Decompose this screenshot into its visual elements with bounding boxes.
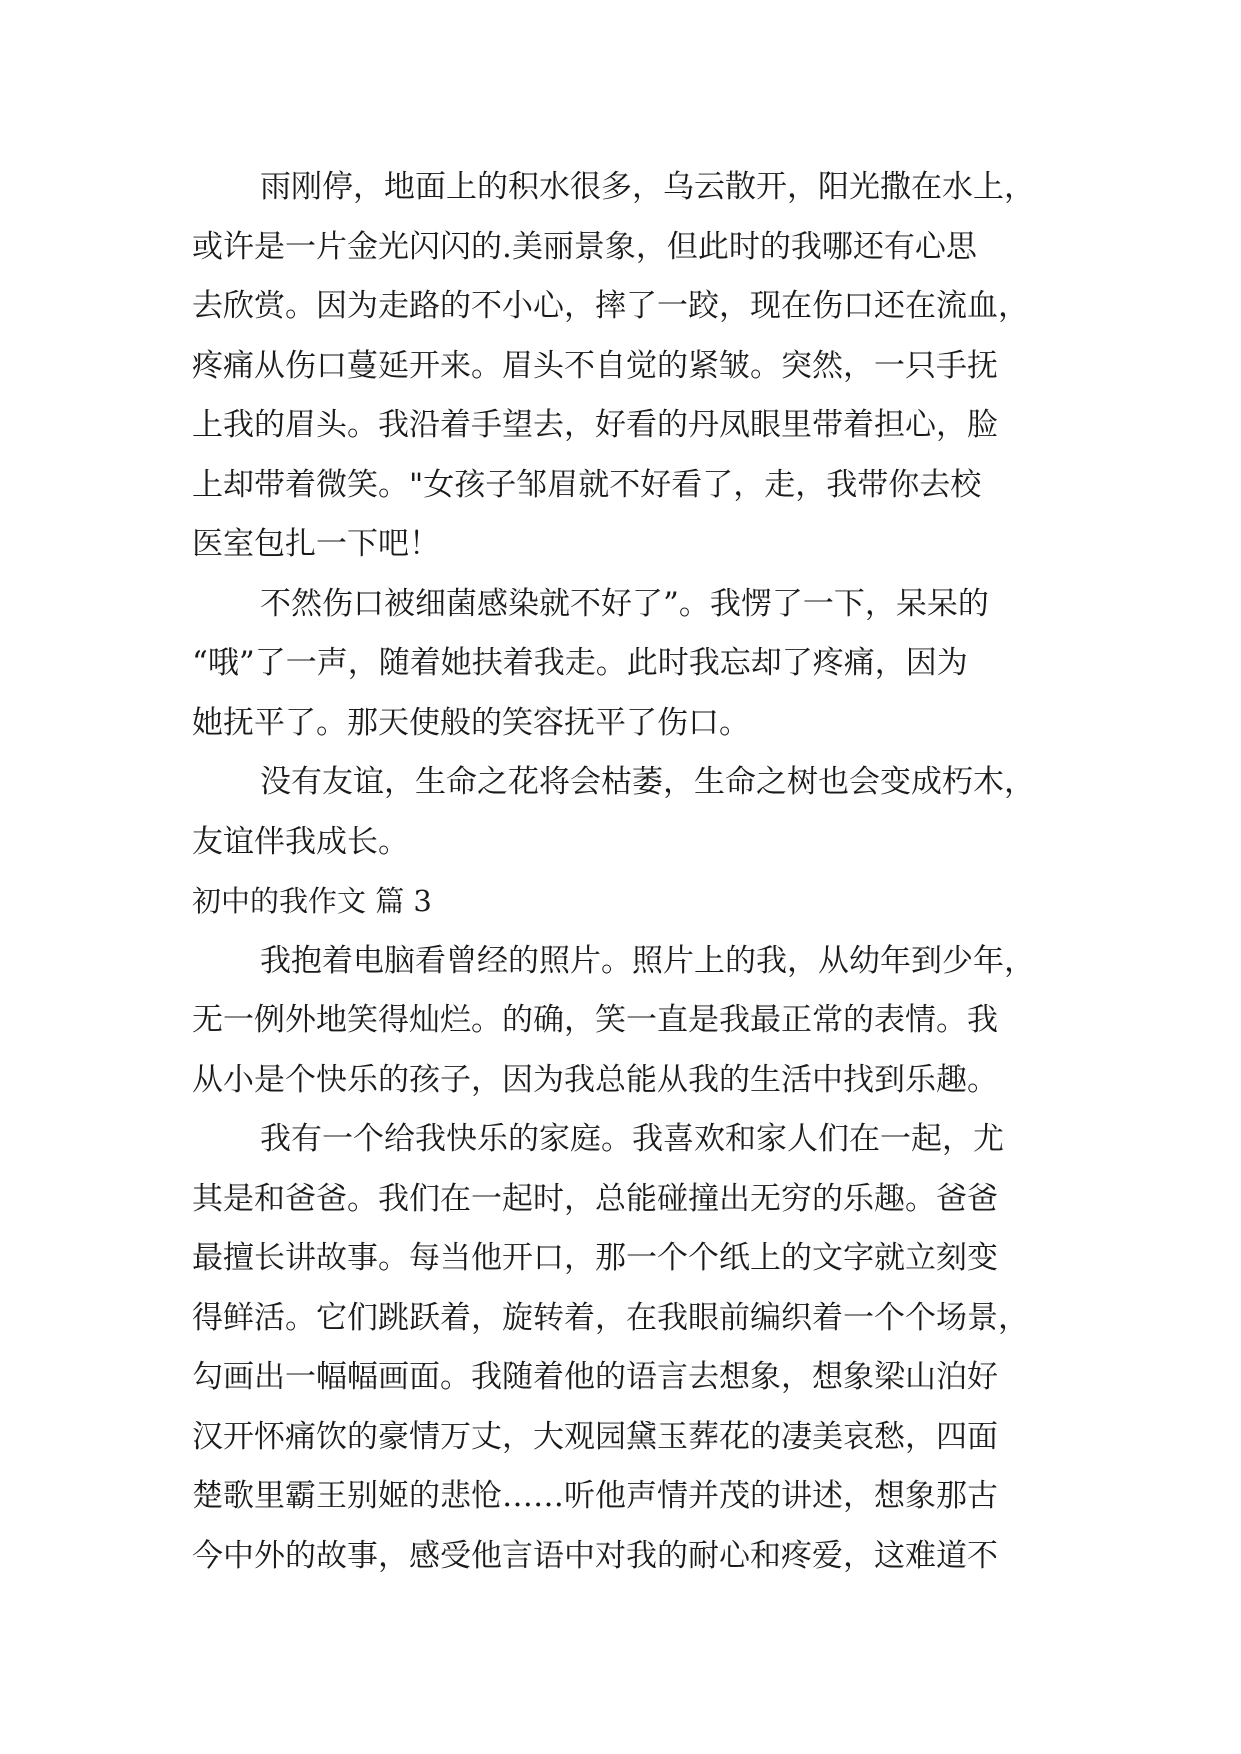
text-line: 或许是一片金光闪闪的.美丽景象，但此时的我哪还有心思: [192, 228, 977, 265]
text-line: 汉开怀痛饮的豪情万丈，大观园黛玉葬花的凄美哀愁，四面: [192, 1418, 998, 1455]
text-line: 雨刚停，地面上的积水很多，乌云散开，阳光撒在水上，: [260, 169, 1035, 205]
text-line: 得鲜活。它们跳跃着，旋转着，在我眼前编织着一个个场景，: [192, 1299, 1029, 1336]
text-line: 今中外的故事，感受他言语中对我的耐心和疼爱，这难道不: [192, 1537, 998, 1574]
text-line: 上却带着微笑。"女孩子邹眉就不好看了，走，我带你去校: [192, 466, 982, 503]
section-heading: 初中的我作文 篇 3: [192, 884, 432, 918]
text-line: 楚歌里霸王别姬的悲怆……听他声情并茂的讲述，想象那古: [192, 1478, 998, 1514]
text-line: 疼痛从伤口蔓延开来。眉头不自觉的紧皱。突然，一只手抚: [192, 347, 998, 384]
text-line: 友谊伴我成长。: [192, 823, 409, 860]
text-line: 无一例外地笑得灿烂。的确，笑一直是我最正常的表情。我: [192, 1002, 998, 1038]
text-line: 其是和爸爸。我们在一起时，总能碰撞出无穷的乐趣。爸爸: [192, 1180, 998, 1217]
text-line: 她抚平了。那天使般的笑容抚平了伤口。: [192, 704, 750, 741]
text-line: 不然伤口被细菌感染就不好了”。我愣了一下，呆呆的: [260, 585, 989, 622]
text-line: “哦”了一声，随着她扶着我走。此时我忘却了疼痛，因为: [192, 645, 968, 681]
text-line: 去欣赏。因为走路的不小心，摔了一跤，现在伤口还在流血，: [192, 288, 1029, 324]
document-body: [192, 158, 1062, 1586]
text-line: 最擅长讲故事。每当他开口，那一个个纸上的文字就立刻变: [192, 1240, 998, 1276]
text-line: 勾画出一幅幅画面。我随着他的语言去想象，想象梁山泊好: [192, 1359, 998, 1395]
text-line: 从小是个快乐的孩子，因为我总能从我的生活中找到乐趣。: [192, 1061, 998, 1098]
text-line: 医室包扎一下吧！: [192, 526, 440, 562]
text-line: 没有友谊，生命之花将会枯萎，生命之树也会变成朽木，: [260, 764, 1035, 800]
text-line: 上我的眉头。我沿着手望去，好看的丹凤眼里带着担心，脸: [192, 407, 998, 443]
text-line: 我抱着电脑看曾经的照片。照片上的我，从幼年到少年，: [260, 942, 1035, 979]
text-line: 我有一个给我快乐的家庭。我喜欢和家人们在一起，尤: [260, 1121, 1004, 1157]
